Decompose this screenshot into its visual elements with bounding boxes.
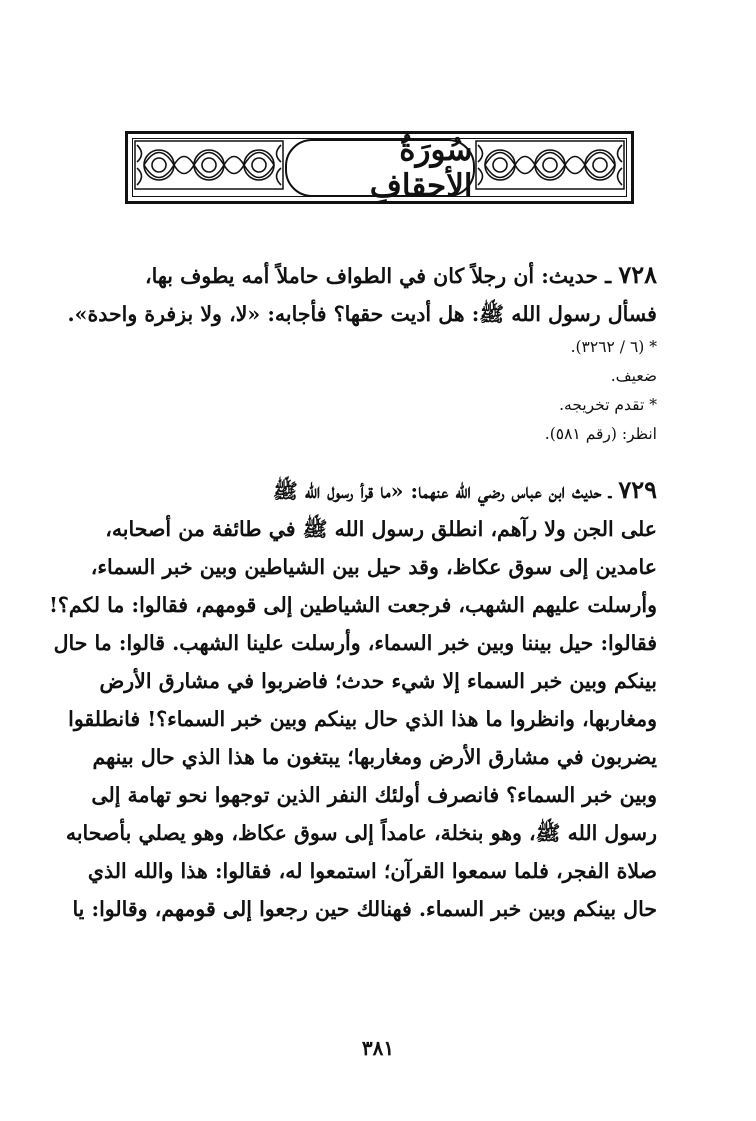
hadith-728-note-reference: * (٦ / ٣٢٦٢). [570,338,657,356]
hadith-729-line-6: بينكم وبين خبر السماء إلا شيء حدث؛ فاضربوا في مشارق الأرض [99,669,657,693]
hadith-728-line-1 [106,256,657,295]
hadith-729-line-9: وبين خبر السماء؟ فانصرف أولئك النفر الذين توجهوا نحو تهامة إلى [91,783,657,807]
arabesque-ornament-left [134,140,284,190]
hadith-728-note-takhrij: * تقدم تخريجه. [559,396,657,414]
hadith-728-note-see: انظر: (رقم ٥٨١). [544,425,657,443]
hadith-729-line-8: يضربون في مشارق الأرض ومغاربها؛ يبتغون ما هذا الذي حال بينهم [92,745,657,769]
hadith-729-line-10: رسول الله ﷺ، وهو بنخلة، عامداً إلى سوق عكاظ، وهو يصلي بأصحابه [65,821,657,845]
hadith-729-line-12: حال بينكم وبين خبر السماء. فهنالك حين رجعوا إلى قومهم، وقالوا: يا [72,897,657,921]
surah-title: سُورَةُ الأحقافِ [369,132,473,204]
page-body [48,256,657,928]
hadith-729 [48,471,657,928]
arabesque-ornament-right [475,140,625,190]
hadith-729-line-3: عامدين إلى سوق عكاظ، وقد حيل بين الشياطين وبين خبر السماء، [90,555,657,579]
hadith-729-number: ٧٢٩ [618,475,657,504]
surah-title-cartouche [285,132,475,204]
hadith-729-line-2: على الجن ولا رآهم، انطلق رسول الله ﷺ في طائفة من أصحابه، [105,517,657,541]
hadith-728-text: ـ حديث: أن رجلاً كان في الطواف حاملاً أمه يطوف بها، [145,264,612,288]
hadith-729-line-4: وأرسلت عليهم الشهب، فرجعت الشياطين إلى قومهم، فقالوا: ما لكم؟! [48,593,657,617]
hadith-729-line-5: فقالوا: حيل بيننا وبين خبر السماء، وأرسلت علينا الشهب. قالوا: ما حال [53,631,657,655]
hadith-728-number: ٧٢٨ [618,260,657,289]
page-number: ٣٨١ [361,1036,395,1060]
surah-header-banner [125,131,634,204]
hadith-729-line-11: صلاة الفجر، فلما سمعوا القرآن؛ استمعوا له، فقالوا: هذا والله الذي [87,859,657,883]
hadith-729-line-7: ومغاربها، وانظروا ما هذا الذي حال بينكم وبين خبر السماء؟! فانطلقوا [68,707,657,731]
hadith-729-line-1 [106,471,657,510]
hadith-728-line-2: فسأل رسول الله ﷺ: هل أديت حقها؟ فأجابه: «لا، ولا بزفرة واحدة». [67,302,657,326]
hadith-728 [67,256,657,449]
hadith-728-note-grade: ضعيف. [610,367,657,385]
hadith-729-text: ـ حديث ابن عباس رضي الله عنهما: «ما قرأ رسول الله ﷺ [272,479,612,503]
